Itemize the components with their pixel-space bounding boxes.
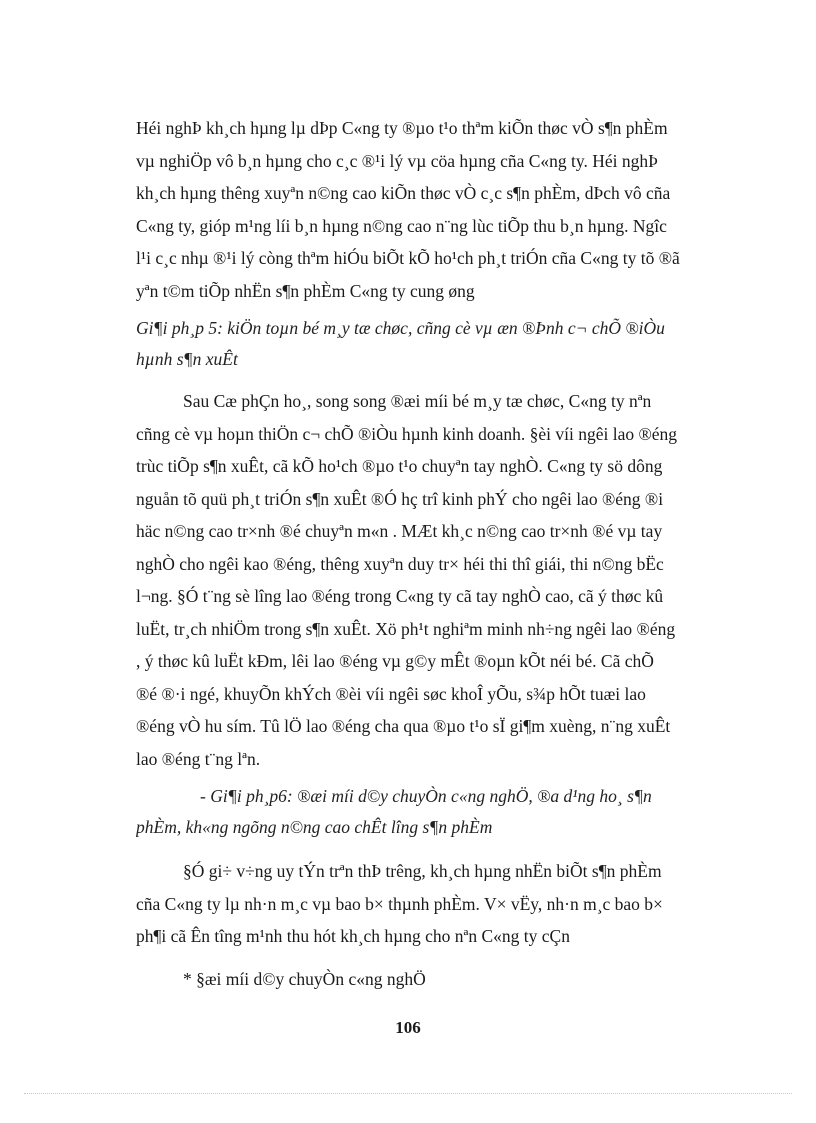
text-line: cñng cè vµ hoµn thiÖn c¬ chÕ ®iÒu hµnh kinh doanh. §èi víi ngêi lao ®éng	[136, 423, 678, 444]
text-line: vµ nghiÖp vô b¸n hµng cho c¸c ®¹i lý vµ cöa hµng cña C«ng ty. Héi nghÞ	[136, 150, 658, 171]
text-line: ®é ®·i ngé, khuyÕn khÝch ®èi víi ngêi søc khoÎ yÕu, s¾p hÕt tuæi lao	[136, 683, 646, 704]
heading-line: phÈm, kh«ng ngõng n©ng cao chÊt lîng s¶n phÈm	[136, 817, 493, 837]
paragraph-customer-conference	[136, 112, 741, 307]
bullet-item-technology: * §æi míi d©y chuyÒn c«ng nghÖ	[183, 968, 426, 989]
text-line: ®éng vÒ hu sím. Tû lÖ lao ®éng cha qua ®µo t¹o sÏ gi¶m xuèng, n¨ng xuÊt	[136, 716, 671, 736]
heading-line: hµnh s¶n xuÊt	[136, 349, 238, 369]
text-line: l¹i c¸c nhµ ®¹i lý còng thªm hiÓu biÕt kÕ ho¹ch ph¸t triÓn cña C«ng ty tõ ®ã	[136, 248, 680, 268]
paragraph-organization	[136, 385, 741, 775]
text-line: Héi nghÞ kh¸ch hµng lµ dÞp C«ng ty ®µo t¹o thªm kiÕn thøc vÒ s¶n phÈm	[136, 118, 668, 138]
page-body	[136, 112, 741, 995]
section-heading-solution-5	[136, 313, 741, 375]
text-line: ph¶i cã Ên tîng m¹nh thu hót kh¸ch hµng cho nªn C«ng ty cÇn	[136, 926, 570, 946]
text-line: nghÒ cho ngêi kao ®éng, thêng xuyªn duy tr× héi thi thî giái, thi n©ng bËc	[136, 553, 664, 574]
text-line: §Ó gi÷ v÷ng uy tÝn trªn thÞ trêng, kh¸ch hµng nhËn biÕt s¶n phÈm	[183, 861, 662, 881]
text-line: lao ®éng t¨ng lªn.	[136, 748, 261, 769]
paragraph-brand-packaging	[136, 855, 741, 953]
text-line: nguån tõ quü ph¸t triÓn s¶n xuÊt ®Ó hç trî kinh phÝ cho ngêi lao ®éng ®i	[136, 488, 664, 509]
heading-line: - Gi¶i ph¸p6: ®æi míi d©y chuyÒn c«ng nghÖ, ®a d¹ng ho¸ s¶n	[200, 786, 652, 806]
text-line: kh¸ch hµng thêng xuyªn n©ng cao kiÕn thøc vÒ c¸c s¶n phÈm, dÞch vô cña	[136, 183, 671, 203]
section-heading-solution-6	[136, 781, 741, 843]
text-line: cña C«ng ty lµ nh·n m¸c vµ bao b× thµnh phÈm. V× vËy, nh·n m¸c bao b×	[136, 893, 663, 914]
page-number: 106	[395, 1018, 421, 1037]
page-bottom-divider	[24, 1093, 792, 1094]
text-line: l¬ng. §Ó t¨ng sè lîng lao ®éng trong C«ng ty cã tay nghÒ cao, cã ý thøc kû	[136, 586, 664, 606]
text-line: trùc tiÕp s¶n xuÊt, cã kÕ ho¹ch ®µo t¹o chuyªn tay nghÒ. C«ng ty sö dông	[136, 456, 663, 476]
text-line: Sau Cæ phÇn ho¸, song song ®æi míi bé m¸y tæ chøc, C«ng ty nªn	[183, 391, 652, 411]
text-line: C«ng ty, gióp m¹ng líi b¸n hµng n©ng cao n¨ng lùc tiÕp thu b¸n hµng. Ngîc	[136, 215, 667, 236]
text-line: luËt, tr¸ch nhiÖm trong s¶n xuÊt. Xö ph¹t nghiªm minh nh÷ng ngêi lao ®éng	[136, 618, 676, 639]
text-line: häc n©ng cao tr×nh ®é chuyªn m«n . MÆt kh¸c n©ng cao tr×nh ®é vµ tay	[136, 521, 663, 541]
text-line: yªn t©m tiÕp nhËn s¶n phÈm C«ng ty cung øng	[136, 280, 475, 301]
heading-line: Gi¶i ph¸p 5: kiÖn toµn bé m¸y tæ chøc, cñng cè vµ æn ®Þnh c¬ chÕ ®iÒu	[136, 318, 665, 338]
text-line: , ý thøc kû luËt kÐm, lêi lao ®éng vµ g©y mÊt ®oµn kÕt néi bé. Cã chÕ	[136, 651, 654, 671]
